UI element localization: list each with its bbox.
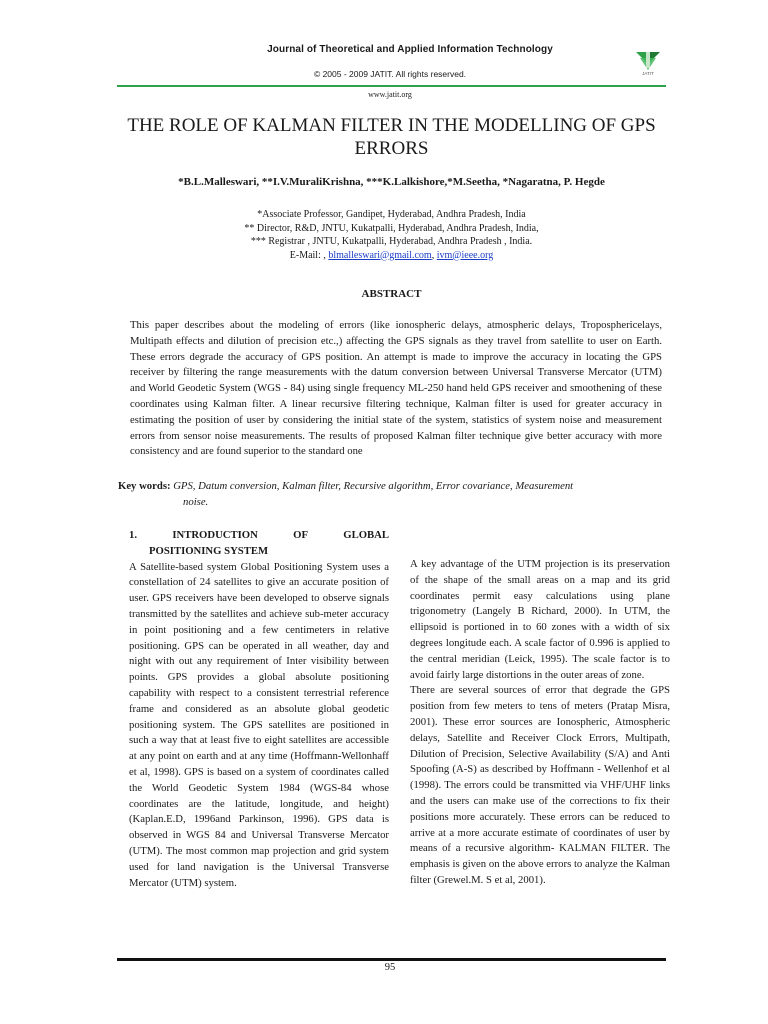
- email-label: E-Mail: ,: [289, 249, 326, 261]
- footer-rule: [117, 958, 666, 961]
- keywords-text-cont: noise.: [183, 495, 209, 508]
- right-column: [410, 557, 670, 889]
- journal-title: Journal of Theoretical and Applied Information Technology: [267, 44, 553, 55]
- email-separator: ,: [431, 249, 435, 261]
- intro-paragraph: A Satellite-based system Global Positioning System uses a constellation of 24 satellites to give an accurate position of user. GPS receivers have been developed to observe signals transmitted by the satellites and achieve sub-meter accuracy in point positioning and a few centimeters in relative positioning. GPS can be operated in all weather, day and night with out any requirement of Inter visibility between points. GPS provides a global absolute positioning capability with respect to a consistent terrestrial reference frame and considered as an absolute global geodetic positioning system. The GPS satellites are positioned in such a way that at least five to eight satellites are accessible at any point on earth and at any time (Hoffmann-Wellonhaff et al, 1998). GPS is based on a system of coordinates called the World Geodetic System 1984 (WGS-84 whose coordinates are the latitude, longitude, and height) (Kaplan.E.D, 1996and Parkinson, 1996). GPS data is observed in WGS 84 and Universal Transverse Mercator (UTM). The most common map projection and grid system used for land navigation is the Universal Transverse Mercator (UTM) system.: [129, 560, 389, 889]
- email-line: [117, 249, 666, 263]
- section-heading-word-2: OF: [293, 529, 308, 541]
- section-number: 1.: [129, 529, 138, 541]
- section-heading: [129, 528, 389, 544]
- abstract-heading: ABSTRACT: [361, 288, 422, 300]
- section-heading-word-3: GLOBAL: [343, 529, 389, 541]
- affiliations: [117, 208, 666, 262]
- affiliation-1: *Associate Professor, Gandipet, Hyderabad, Andhra Pradesh, India: [257, 209, 526, 220]
- authors: *B.L.Malleswari, **I.V.MuraliKrishna, ***K.Lalkishore,*M.Seetha, *Nagaratna, P. Hegde: [178, 176, 605, 188]
- jatit-logo: [634, 50, 662, 80]
- section-heading-line2: POSITIONING SYSTEM: [149, 544, 269, 557]
- section-heading-word-1: INTRODUCTION: [172, 529, 258, 541]
- abstract-body: This paper describes about the modeling of errors (like ionospheric delays, atmospheric delays, Troposphericelays, Multipath effects and dilution of precision etc.,) affecting the GPS signals as they travel from satellite to user on Earth. These errors degrade the accuracy of GPS position. An attempt is made to improve the accuracy in locating the GPS receiver by filtering the range measurements with the datum conversion between Universal Transverse Mercator (UTM) and World Geodetic System (WGS - 84) using single frequency ML-250 hand held GPS receiver and smoothening of these coordinates using Kalman filter. A linear recursive filtering technique, Kalman filter is used for greater accuracy in estimating the position of user by considering the initial state of the system, statistics of system noise and measurement errors from sensor noise measurements. The results of proposed Kalman filter technique give better accuracy with more consistency and are found superior to the standard one: [130, 319, 662, 458]
- website: www.jatit.org: [368, 90, 412, 99]
- keywords-text: GPS, Datum conversion, Kalman filter, Recursive algorithm, Error covariance, Measurement: [173, 480, 574, 492]
- utm-paragraph: A key advantage of the UTM projection is its preservation of the shape of the small areas on a map and its grid coordinates permit easy calculations using plane trigonometry (Langely B Richard, 2000). In UTM, the ellipsoid is portioned in to 60 zones with a width of six degrees longitude each. A scale factor of 0.996 is applied to the central meridian (Leick, 1995). The scale factor is to avoid fairly large distortions in the outer areas of zone.: [410, 558, 670, 681]
- keywords-label: Key words:: [118, 480, 171, 492]
- email-link-2[interactable]: ivm@ieee.org: [436, 249, 494, 261]
- keywords: [118, 479, 664, 511]
- left-column: [129, 528, 389, 891]
- email-link-1[interactable]: blmalleswari@gmail.com: [328, 249, 432, 261]
- paper-title: THE ROLE OF KALMAN FILTER IN THE MODELLING OF GPS ERRORS: [127, 115, 656, 159]
- logo-text: JATIT: [642, 71, 654, 76]
- affiliation-3: *** Registrar , JNTU, Kukatpalli, Hyderabad, Andhra Pradesh , India.: [250, 236, 533, 247]
- jatit-logo-icon: [634, 50, 662, 72]
- affiliation-2: ** Director, R&D, JNTU, Kukatpalli, Hyderabad, Andhra Pradesh, India,: [244, 222, 539, 234]
- copyright: © 2005 - 2009 JATIT. All rights reserved.: [313, 69, 467, 79]
- errors-paragraph: There are several sources of error that degrade the GPS position from few meters to tens of meters (Pratap Misra, 2001). These error sources are Ionospheric, Atmospheric delays, Satellite and Receiver Clock Errors, Multipath, Dilution of Precision, Selective Availability (S/A) and Anti Spoofing (A-S) as described by Hoffmann - Wellenhof et al (1998). The errors could be transmitted via VHF/UHF links and the users can make use of the corrections to fix their positions more accurately. These errors can be reduced to arrive at a more accurate estimate of coordinates of user by means of a recursive algorithm- KALMAN FILTER. The emphasis is given on the above errors to analyze the Kalman filter (Grewel.M. S et al, 2001).: [410, 684, 670, 886]
- header-rule: [117, 85, 666, 87]
- page-number: 95: [384, 962, 396, 973]
